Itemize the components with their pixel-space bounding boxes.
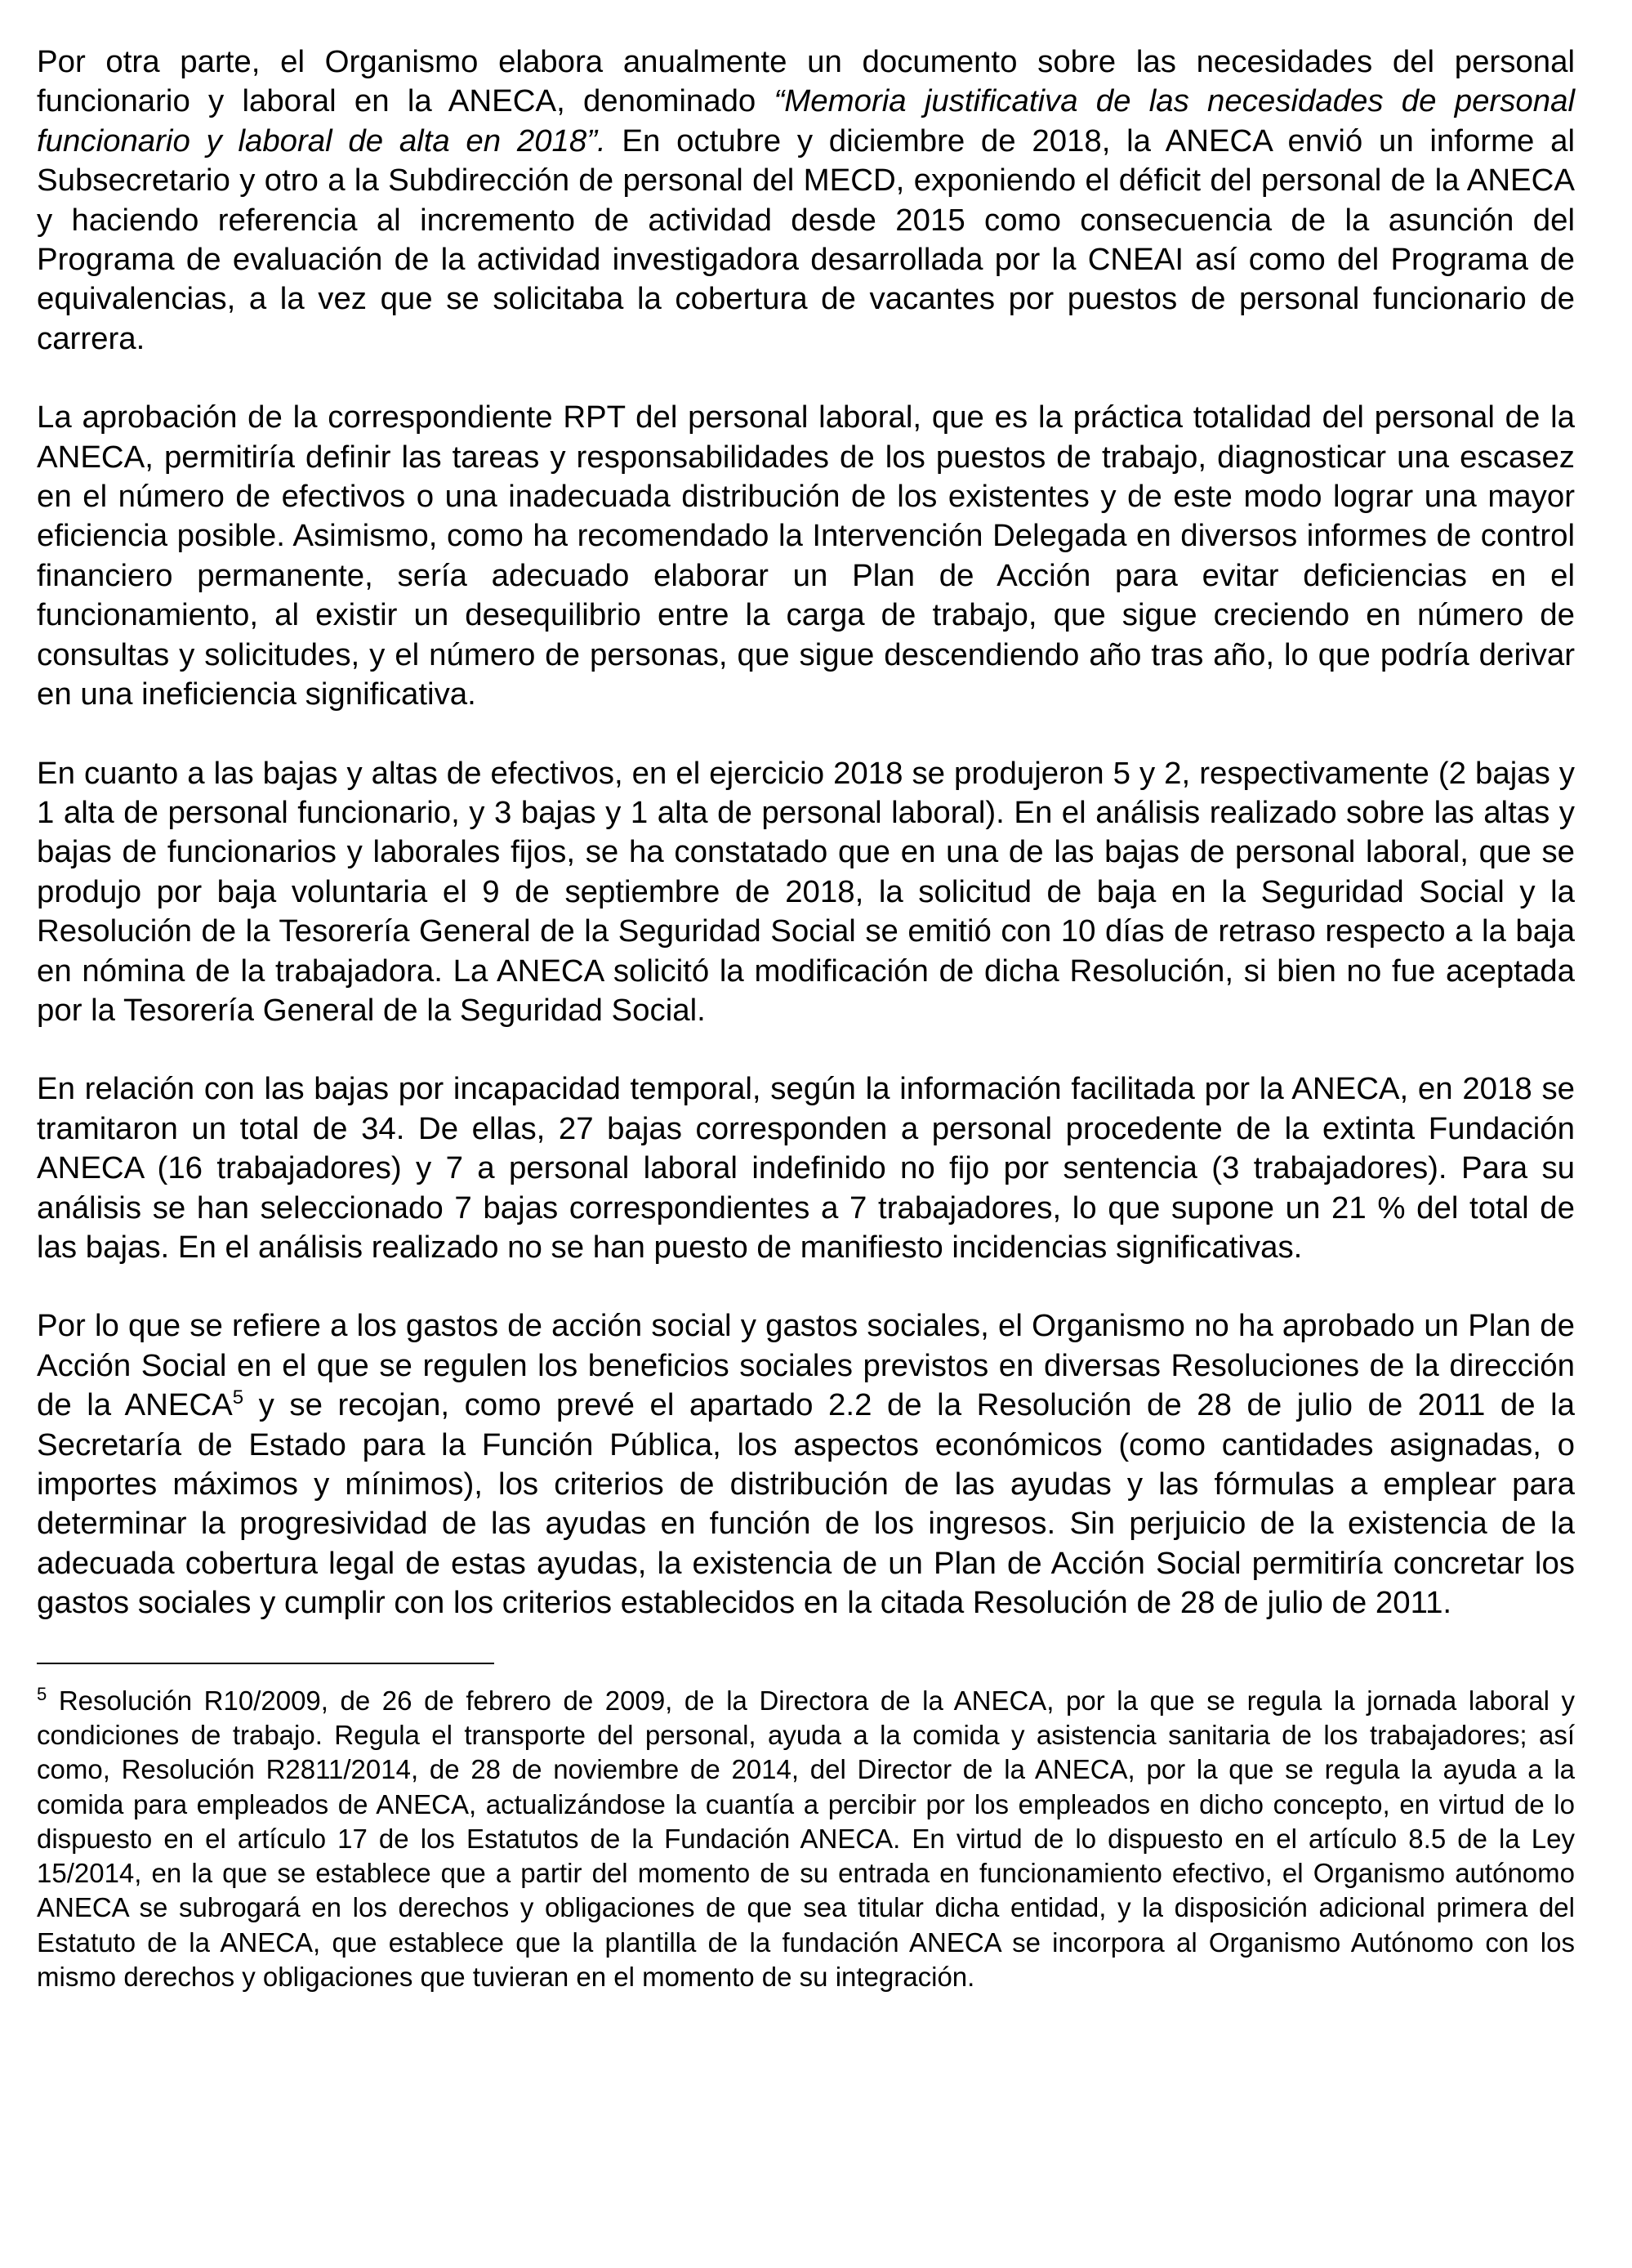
footnote-text: Resolución R10/2009, de 26 de febrero de 2009, de la Directora de la ANECA, por la que se regula la jornada laboral y condiciones de trabajo. Regula el transporte del personal, ayuda a la comida y asistencia sanitaria de los trabajadores; así como, Resolución R2811/2014, de 28 de noviembre de 2014, del Director de la ANECA, por la que se regula la ayuda a la comida para empleados de ANECA, actualizándose la cuantía a percibir por los empleados en dicho concepto, en virtud de lo dispuesto en el artículo 17 de los Estatutos de la Fundación ANECA. En virtud de lo dispuesto en el artículo 8.5 de la Ley 15/2014, en la que se establece que a partir del momento de su entrada en funcionamiento efectivo, el Organismo autónomo ANECA se subrogará en los derechos y obligaciones de que sea titular dicha entidad, y la disposición adicional primera del Estatuto de la ANECA, que establece que la plantilla de la fundación ANECA se incorpora al Organismo Autónomo con los mismo derechos y obligaciones que tuvieran en el momento de su integración.: [37, 1685, 1575, 1992]
paragraph-bajas-altas-efectivos: En cuanto a las bajas y altas de efectivos, en el ejercicio 2018 se produjeron 5 y 2, respectivamente (2 bajas y 1 alta de personal funcionario, y 3 bajas y 1 alta de personal laboral). En el análisis realizado sobre las altas y bajas de funcionarios y laborales fijos, se ha constatado que en una de las bajas de personal laboral, que se produjo por baja voluntaria el 9 de septiembre de 2018, la solicitud de baja en la Seguridad Social y la Resolución de la Tesorería General de la Seguridad Social se emitió con 10 días de retraso respecto a la baja en nómina de la trabajadora. La ANECA solicitó la modificación de dicha Resolución, si bien no fue aceptada por la Tesorería General de la Seguridad Social.: [37, 755, 1575, 1028]
footnote-5: [37, 1684, 1575, 1995]
document-page: [37, 42, 1575, 1994]
memoria-title-italic: “Memoria justificativa de las necesidades de personal funcionario y laboral de alta en 2018”.: [37, 83, 1575, 158]
footnote-number: 5: [37, 1683, 47, 1704]
paragraph-text: Por lo que se refiere a los gastos de acción social y gastos sociales, el Organismo no ha aprobado un Plan de Acción Social en el que se regulen los beneficios sociales previstos en diversas Resoluciones de la dirección de la ANECA: [37, 1308, 1575, 1423]
paragraph-rpt-personal-laboral: La aprobación de la correspondiente RPT del personal laboral, que es la práctica totalidad del personal de la ANECA, permitiría definir las tareas y responsabilidades de los puestos de trabajo, diagnosticar una escasez en el número de efectivos o una inadecuada distribución de los existentes y de este modo lograr una mayor eficiencia posible. Asimismo, como ha recomendado la Intervención Delegada en diversos informes de control financiero permanente, sería adecuado elaborar un Plan de Acción para evitar deficiencias en el funcionamiento, al existir un desequilibrio entre la carga de trabajo, que sigue creciendo en número de consultas y solicitudes, y el número de personas, que sigue descendiendo año tras año, lo que podría derivar en una ineficiencia significativa.: [37, 400, 1575, 712]
paragraph-incapacidad-temporal: En relación con las bajas por incapacidad temporal, según la información facilitada por la ANECA, en 2018 se tramitaron un total de 34. De ellas, 27 bajas corresponden a personal procedente de la extinta Fundación ANECA (16 trabajadores) y 7 a personal laboral indefinido no fijo por sentencia (3 trabajadores). Para su análisis se han seleccionado 7 bajas correspondientes a 7 trabajadores, lo que supone un 21 % del total de las bajas. En el análisis realizado no se han puesto de manifiesto incidencias significativas.: [37, 1071, 1575, 1265]
paragraph-text: y se recojan, como prevé el apartado 2.2 de la Resolución de 28 de julio de 2011 de la Secretaría de Estado para la Función Pública, los aspectos económicos (como cantidades asignadas, o importes máximos y mínimos), los criterios de distribución de las ayudas y las fórmulas a emplear para determinar la progresividad de las ayudas en función de los ingresos. Sin perjuicio de la existencia de la adecuada cobertura legal de estas ayudas, la existencia de un Plan de Acción Social permitiría concretar los gastos sociales y cumplir con los criterios establecidos en la citada Resolución de 28 de julio de 2011.: [37, 1387, 1575, 1621]
paragraph-text: En octubre y diciembre de 2018, la ANECA envió un informe al Subsecretario y otro a la Subdirección de personal del MECD, exponiendo el déficit del personal de la ANECA y haciendo referencia al incremento de actividad desde 2015 como consecuencia de la asunción del Programa de evaluación de la actividad investigadora desarrollada por la CNEAI así como del Programa de equivalencias, a la vez que se solicitaba la cobertura de vacantes por puestos de personal funcionario de carrera.: [37, 123, 1575, 356]
footnote-separator: [37, 1663, 494, 1664]
paragraph-memoria-justificativa: [37, 42, 1575, 359]
paragraph-text: Por otra parte, el Organismo elabora anualmente un documento sobre las necesidades del personal funcionario y laboral en la ANECA, denominado: [37, 44, 1575, 119]
paragraph-accion-social: [37, 1306, 1575, 1623]
footnote-reference[interactable]: 5: [232, 1386, 244, 1409]
